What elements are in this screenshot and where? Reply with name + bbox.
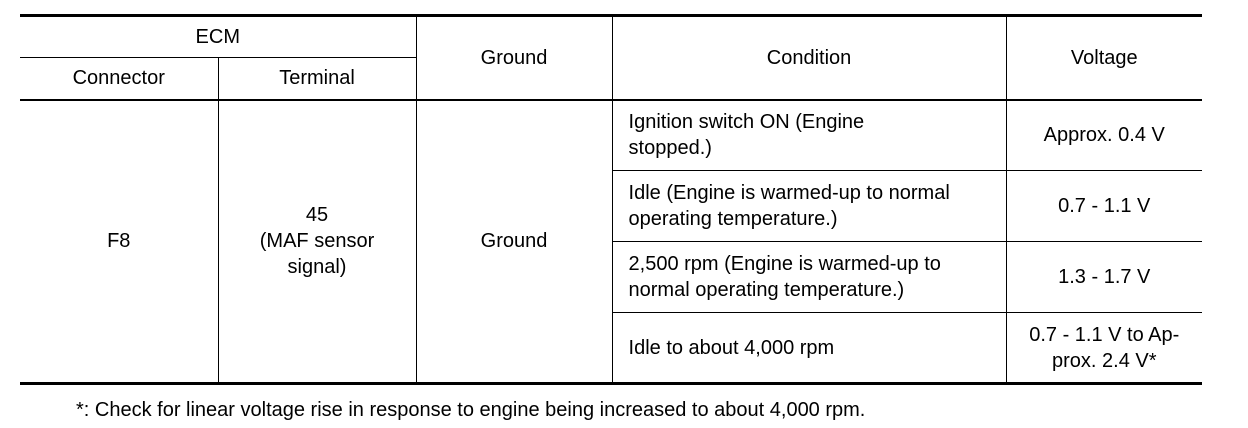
condition-cell: Idle to about 4,000 rpm xyxy=(612,313,1006,384)
condition-cell: Ignition switch ON (Engine stopped.) xyxy=(612,100,1006,171)
header-ground: Ground xyxy=(416,16,612,100)
voltage-cell: Approx. 0.4 V xyxy=(1006,100,1202,171)
header-condition: Condition xyxy=(612,16,1006,100)
header-ecm: ECM xyxy=(20,16,416,58)
header-terminal: Terminal xyxy=(218,58,416,100)
header-connector: Connector xyxy=(20,58,218,100)
voltage-cell: 0.7 - 1.1 V xyxy=(1006,171,1202,242)
ecm-terminal-table xyxy=(20,14,1202,385)
voltage-cell: 0.7 - 1.1 V to Ap- prox. 2.4 V* xyxy=(1006,313,1202,384)
ground-cell: Ground xyxy=(416,100,612,384)
condition-cell: 2,500 rpm (Engine is warmed-up to normal operating temperature.) xyxy=(612,242,1006,313)
header-voltage: Voltage xyxy=(1006,16,1202,100)
terminal-cell: 45 (MAF sensor signal) xyxy=(218,100,416,384)
footnote: *: Check for linear voltage rise in response to engine being increased to about 4,000 rpm. xyxy=(76,399,866,421)
condition-cell: Idle (Engine is warmed-up to normal operating temperature.) xyxy=(612,171,1006,242)
voltage-cell: 1.3 - 1.7 V xyxy=(1006,242,1202,313)
table-row xyxy=(20,100,1202,171)
connector-cell: F8 xyxy=(20,100,218,384)
